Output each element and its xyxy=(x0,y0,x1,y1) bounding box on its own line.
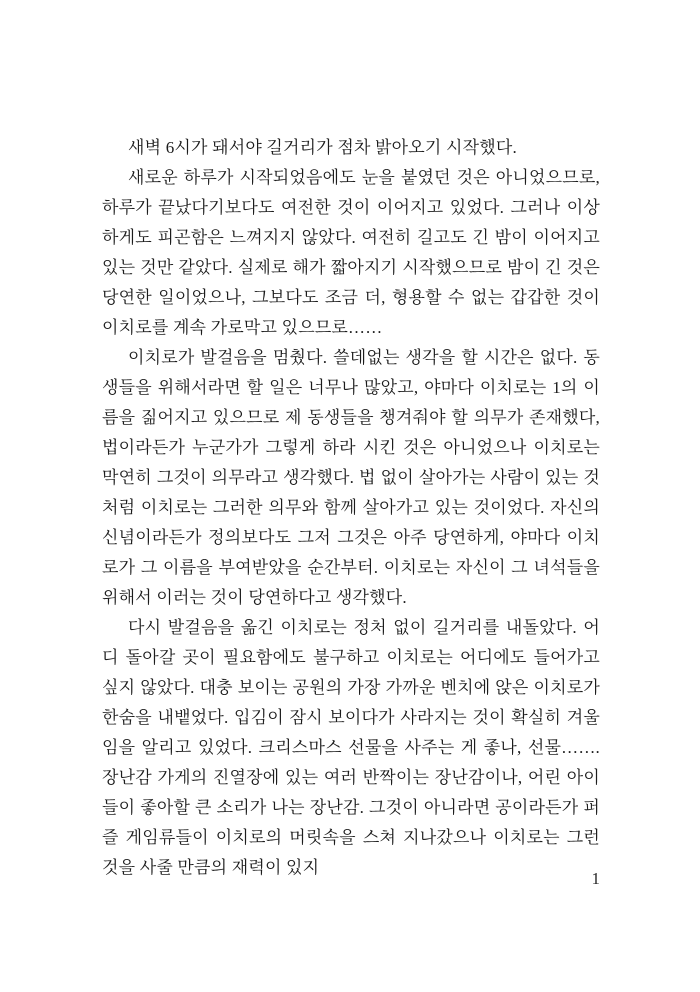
page-number: 1 xyxy=(591,869,600,888)
body-paragraph: 새로운 하루가 시작되었음에도 눈을 붙였던 것은 아니었으므로, 하루가 끝났다기보다도 여전한 것이 이어지고 있었다. 그러나 이상하게도 피곤함은 느껴지지 않았다. 여전히 길고도 긴 밤이 이어지고 있는 것만 같았다. 실제로 해가 짧아지기 시작했으므로 밤이 긴 것은 당연한 일이었으나, 그보다도 조금 더, 형용할 수 없는 갑갑한 것이 이치로를 계속 가로막고 있으므로…… xyxy=(102,168,600,337)
body-paragraph: 새벽 6시가 돼서야 길거리가 점차 밝아오기 시작했다. xyxy=(128,138,517,157)
body-paragraph: 다시 발걸음을 옮긴 이치로는 정처 없이 길거리를 내돌았다. 어디 돌아갈 곳이 필요함에도 불구하고 이치로는 어디에도 들어가고 싶지 않았다. 대충 보이는 공원의 가장 가까운 벤치에 앉은 이치로가 한숨을 내뱉었다. 입김이 잠시 보이다가 사라지는 것이 확실히 겨울임을 알리고 있었다. 크리스마스 선물을 사주는 게 좋나, 선물……. 장난감 가게의 진열장에 있는 여러 반짝이는 장난감이나, 어린 아이들이 좋아할 큰 소리가 나는 장난감. 그것이 아니라면 공이라든가 퍼즐 게임류들이 이치로의 머릿속을 스쳐 지나갔으나 이치로는 그런 것을 사줄 만큼의 재력이 있지 xyxy=(102,618,600,877)
body-paragraph: 이치로가 발걸음을 멈췄다. 쓸데없는 생각을 할 시간은 없다. 동생들을 위해서라면 할 일은 너무나 많았고, 야마다 이치로는 1의 이름을 짊어지고 있으므로 제 동생들을 챙겨줘야 할 의무가 존재했다, 법이라든가 누군가가 그렇게 하라 시킨 것은 아니었으나 이치로는 막연히 그것이 의무라고 생각했다. 법 없이 살아가는 사람이 있는 것처럼 이치로는 그러한 의무와 함께 살아가고 있는 것이었다. 자신의 신념이라든가 정의보다도 그저 그것은 아주 당연하게, 야마다 이치로가 그 이름을 부여받았을 순간부터. 이치로는 자신이 그 녀석들을 위해서 이러는 것이 당연하다고 생각했다. xyxy=(102,348,600,607)
text-block xyxy=(102,133,600,883)
